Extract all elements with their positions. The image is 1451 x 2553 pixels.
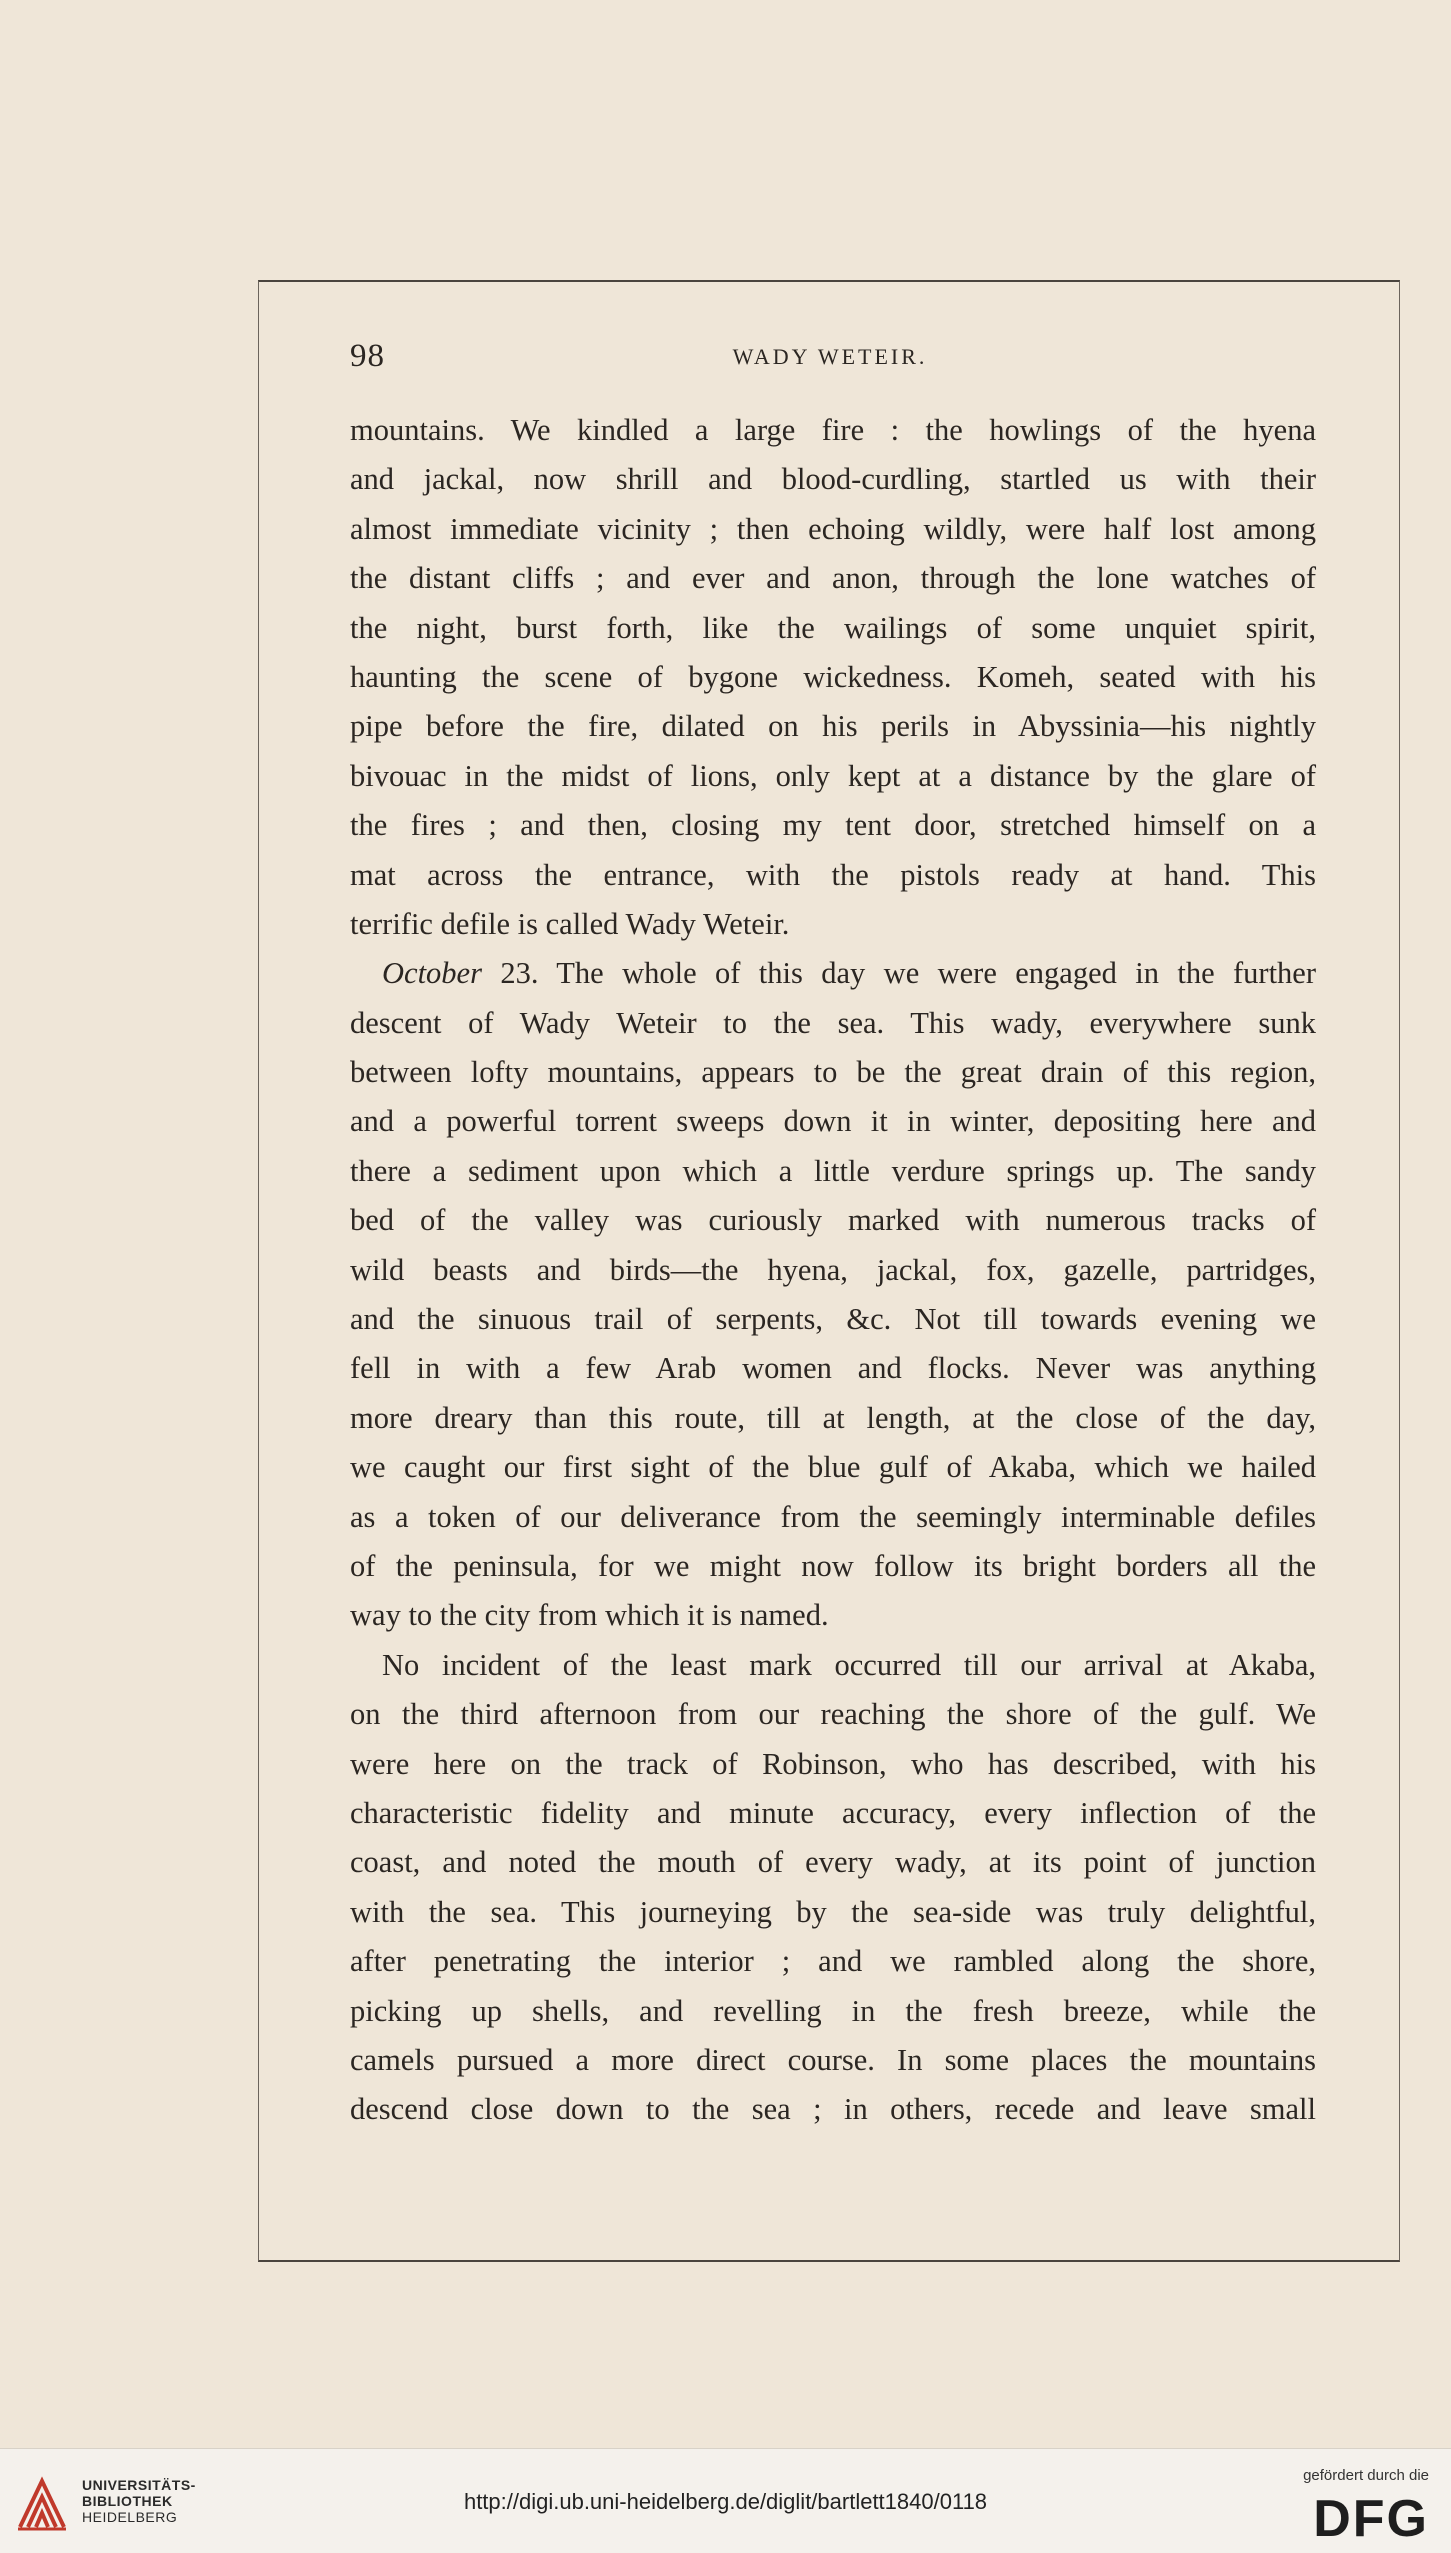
text-line: of the peninsula, for we might now follow its bright borders all the: [350, 1548, 1316, 1583]
page-number: 98: [350, 338, 385, 374]
library-name-line1: UNIVERSITÄTS-: [82, 2477, 196, 2493]
text-line: and jackal, now shrill and blood-curdling, startled us with their: [350, 462, 1316, 497]
permalink-url[interactable]: http://digi.ub.uni-heidelberg.de/diglit/bartlett1840/0118: [463, 2489, 988, 2514]
date-italic: October: [382, 956, 482, 991]
running-title: WADY WETEIR.: [732, 344, 928, 369]
text-line: pipe before the fire, dilated on his perils in Abyssinia—his nightly: [350, 709, 1316, 744]
footer-bar: [0, 2448, 1451, 2553]
library-name-line2: BIBLIOTHEK: [82, 2493, 173, 2509]
text-line: the night, burst forth, like the wailings of some unquiet spirit,: [350, 610, 1316, 645]
text-line: fell in with a few Arab women and flocks. Never was anything: [350, 1351, 1316, 1386]
funding-caption: gefördert durch die: [1303, 2467, 1429, 2484]
dfg-logo-icon[interactable]: DFG: [1313, 2490, 1429, 2548]
text-line: bed of the valley was curiously marked with numerous tracks of: [350, 1203, 1316, 1238]
text-line: between lofty mountains, appears to be the great drain of this region,: [350, 1055, 1316, 1090]
text-line: haunting the scene of bygone wickedness. Komeh, seated with his: [350, 659, 1316, 694]
text-line: and the sinuous trail of serpents, &c. Not till towards evening we: [350, 1302, 1316, 1337]
running-head: [350, 338, 1310, 386]
text-line: No incident of the least mark occurred till our arrival at Akaba,: [382, 1647, 1316, 1682]
text-line: we caught our first sight of the blue gulf of Akaba, which we hailed: [350, 1450, 1316, 1485]
text-line: with the sea. This journeying by the sea-side was truly delightful,: [350, 1894, 1316, 1929]
text-line: October 23. The whole of this day we were engaged in the further: [382, 956, 1316, 991]
text-line: picking up shells, and revelling in the fresh breeze, while the: [350, 1993, 1316, 2028]
text-line: descend close down to the sea ; in others, recede and leave small: [350, 2092, 1316, 2127]
text-line: terrific defile is called Wady Weteir.: [350, 906, 790, 941]
text-line: descent of Wady Weteir to the sea. This wady, everywhere sunk: [350, 1005, 1316, 1040]
text-line: way to the city from which it is named.: [350, 1598, 829, 1633]
text-line: and a powerful torrent sweeps down it in winter, depositing here and: [350, 1104, 1316, 1139]
text-line: characteristic fidelity and minute accuracy, every inflection of the: [350, 1795, 1316, 1830]
library-name-line3: HEIDELBERG: [82, 2509, 178, 2525]
body-text: [350, 406, 1316, 2135]
text-line: on the third afternoon from our reaching the shore of the gulf. We: [350, 1697, 1316, 1732]
text-line: more dreary than this route, till at length, at the close of the day,: [350, 1400, 1316, 1435]
text-line: wild beasts and birds—the hyena, jackal, fox, gazelle, partridges,: [350, 1252, 1316, 1287]
text-line: the fires ; and then, closing my tent door, stretched himself on a: [350, 808, 1316, 843]
text-line: as a token of our deliverance from the seemingly interminable defiles: [350, 1499, 1316, 1534]
funder-block: [1259, 2467, 1429, 2547]
text-line: bivouac in the midst of lions, only kept at a distance by the glare of: [350, 758, 1316, 793]
text-line: the distant cliffs ; and ever and anon, through the lone watches of: [350, 561, 1316, 596]
text-line: almost immediate vicinity ; then echoing wildly, were half lost among: [350, 511, 1316, 546]
text-line: were here on the track of Robinson, who has described, with his: [350, 1746, 1316, 1781]
text-line: mat across the entrance, with the pistols ready at hand. This: [350, 857, 1316, 892]
text-line: after penetrating the interior ; and we rambled along the shore,: [350, 1944, 1316, 1979]
text-line: mountains. We kindled a large fire : the howlings of the hyena: [350, 413, 1316, 447]
text-line: coast, and noted the mouth of every wady, at its point of junction: [350, 1845, 1316, 1880]
text-line: there a sediment upon which a little verdure springs up. The sandy: [350, 1153, 1316, 1188]
text-line: camels pursued a more direct course. In some places the mountains: [350, 2042, 1316, 2077]
